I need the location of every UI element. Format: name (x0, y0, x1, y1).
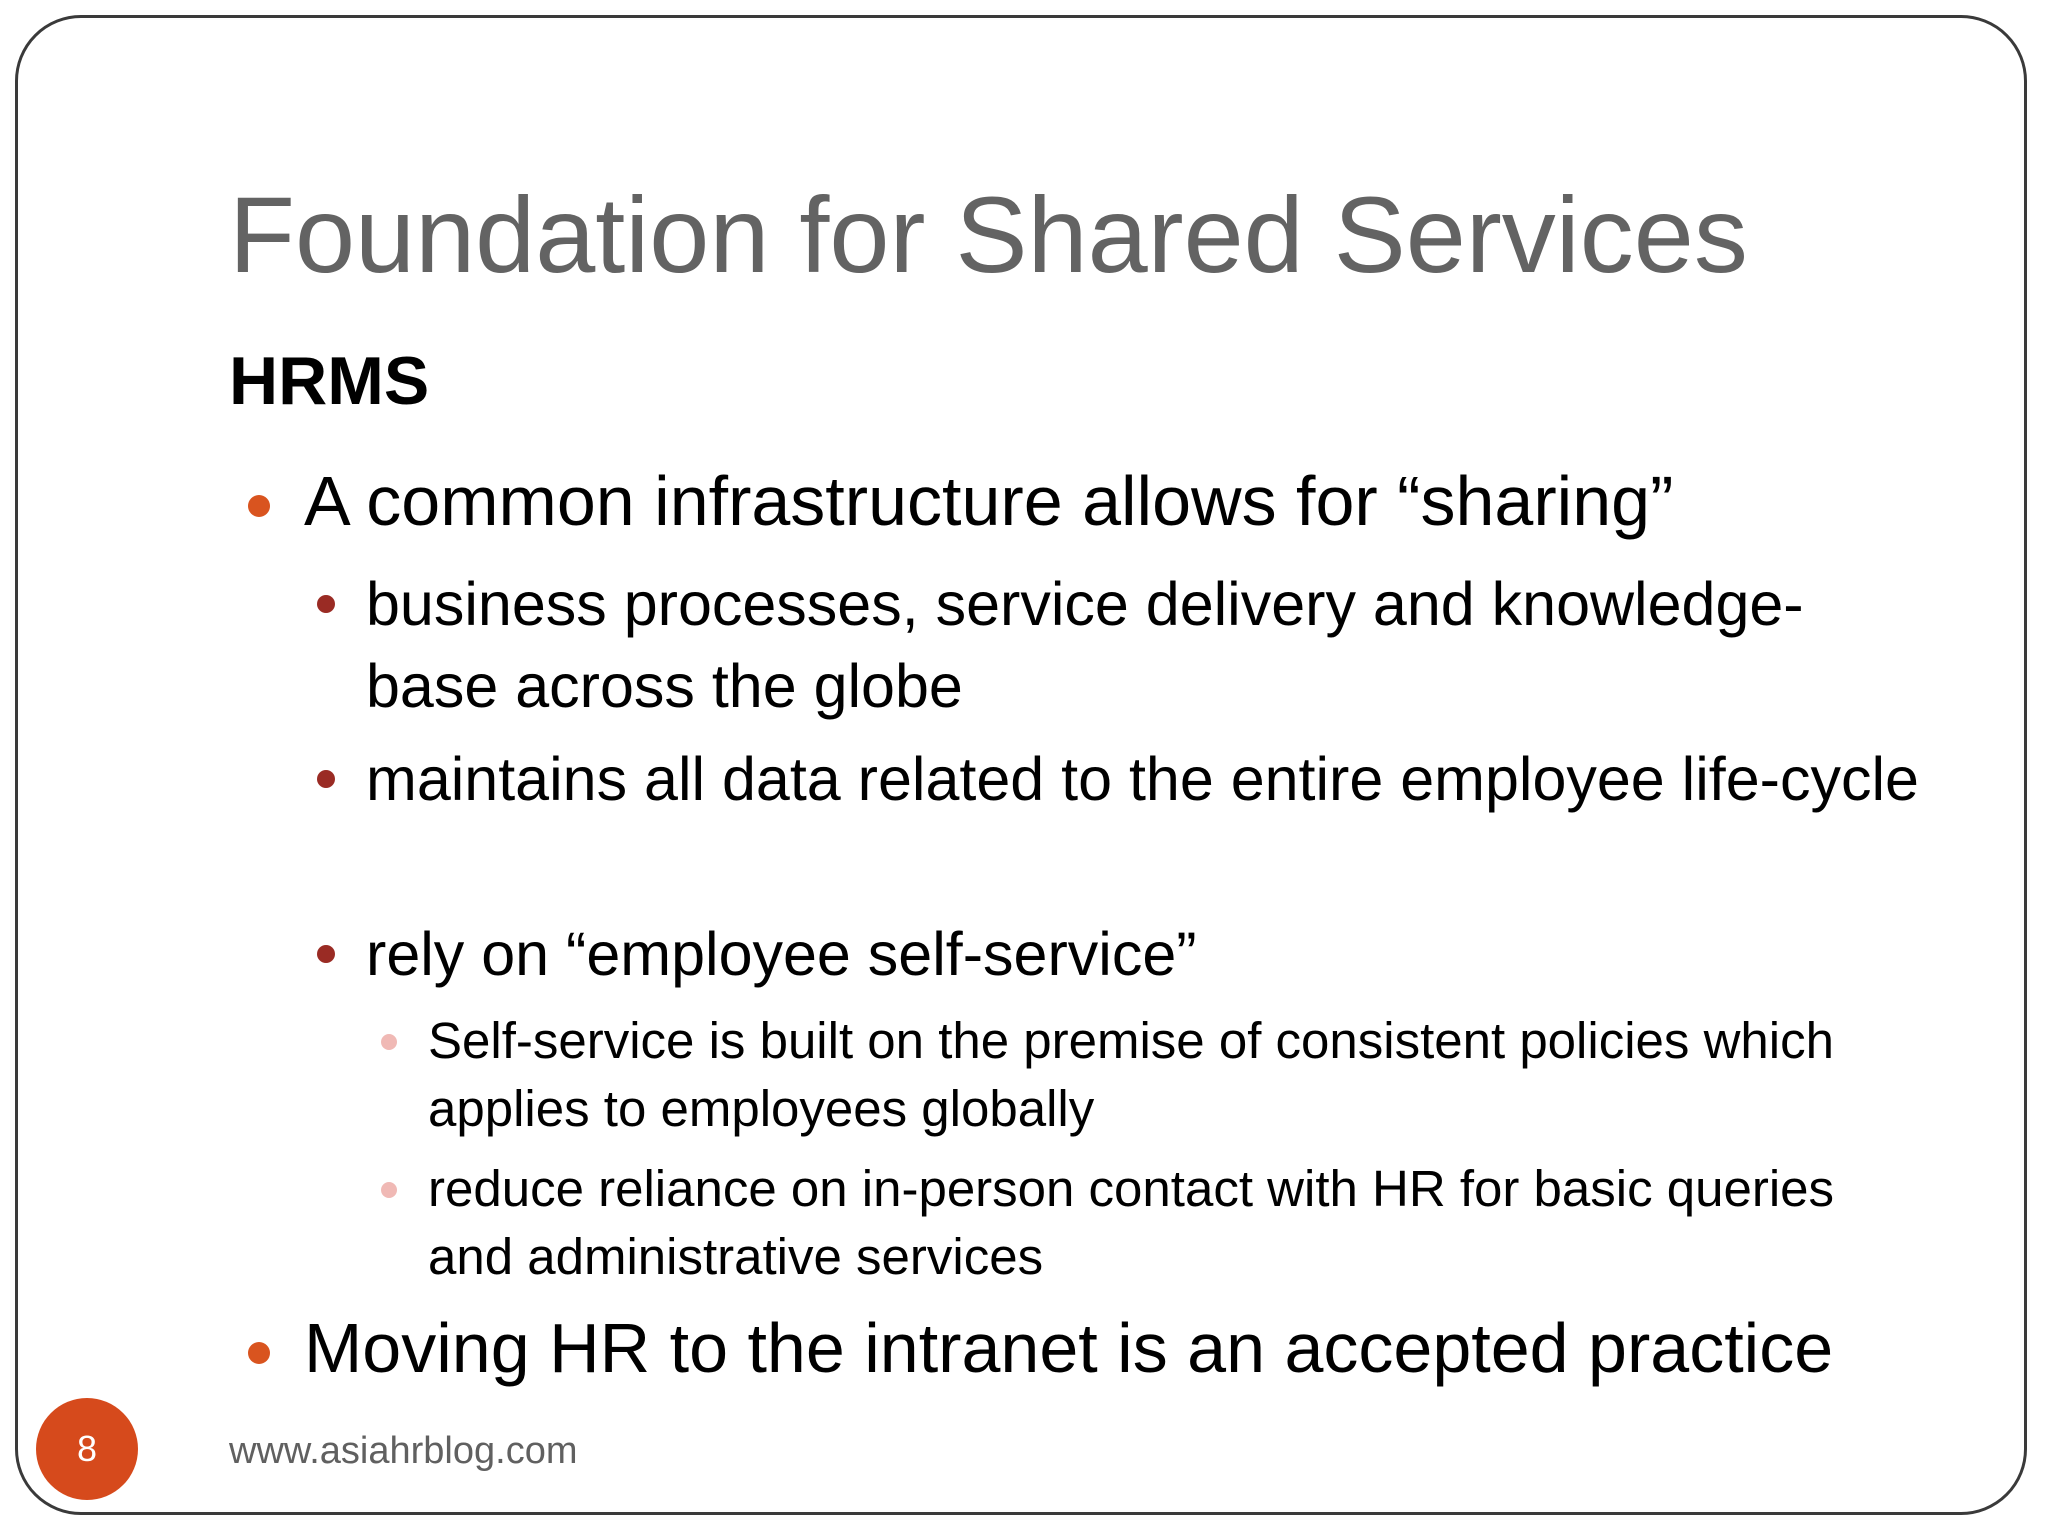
bullet-item-level1 (304, 461, 1673, 542)
slide (15, 15, 2027, 1515)
bullet-item-level3 (428, 1007, 1888, 1143)
bullet-item-level2 (366, 738, 1926, 820)
slide-title: Foundation for Shared Services (229, 174, 1748, 295)
bullet-dot-icon (248, 1342, 270, 1364)
bullet-text: Self-service is built on the premise of consistent policies which applies to employees globally (428, 1012, 1834, 1137)
bullet-item-level1 (304, 1308, 1833, 1389)
bullet-dot-icon (317, 770, 335, 788)
page-number-badge: 8 (36, 1398, 138, 1500)
bullet-dot-icon (381, 1182, 397, 1198)
bullet-text: reduce reliance on in-person contact with HR for basic queries and administrative services (428, 1160, 1835, 1285)
bullet-item-level2 (366, 913, 1926, 995)
bullet-dot-icon (248, 495, 270, 517)
footer-url: www.asiahrblog.com (229, 1430, 578, 1472)
section-heading: HRMS (229, 343, 430, 419)
bullet-text: A common infrastructure allows for “sharing” (304, 462, 1674, 540)
bullet-dot-icon (317, 595, 335, 613)
bullet-item-level3 (428, 1155, 1888, 1291)
bullet-text: rely on “employee self-service” (366, 920, 1197, 988)
bullet-dot-icon (317, 945, 335, 963)
bullet-dot-icon (381, 1034, 397, 1050)
bullet-text: maintains all data related to the entire employee life-cycle (366, 745, 1919, 813)
bullet-text: Moving HR to the intranet is an accepted practice (304, 1309, 1834, 1387)
bullet-text: business processes, service delivery and knowledge-base across the globe (366, 570, 1804, 720)
bullet-item-level2 (366, 563, 1926, 727)
